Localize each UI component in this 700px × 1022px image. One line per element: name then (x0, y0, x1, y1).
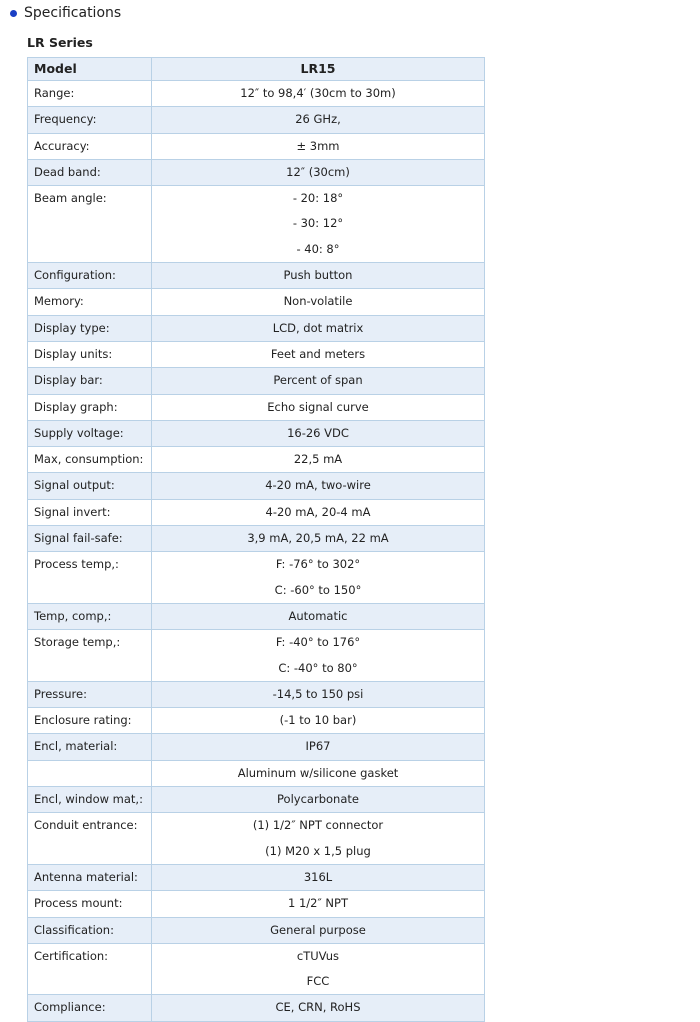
spec-value-line: - 20: 18° (292, 191, 344, 206)
spec-label: Beam angle: (28, 186, 152, 263)
header-label: Model (28, 58, 152, 81)
spec-row (28, 289, 485, 315)
spec-value (152, 368, 485, 394)
spec-label: Display graph: (28, 394, 152, 420)
bullet-icon (10, 10, 17, 17)
spec-value-line: 316L (303, 869, 333, 884)
spec-label: Classification: (28, 917, 152, 943)
spec-value (152, 864, 485, 890)
spec-label: Signal output: (28, 473, 152, 499)
spec-row (28, 603, 485, 629)
spec-value-line: C: -60° to 150° (274, 582, 362, 597)
spec-row (28, 734, 485, 760)
spec-row (28, 552, 485, 604)
spec-row (28, 891, 485, 917)
spec-value-line: 12″ (30cm) (286, 164, 350, 179)
spec-table (27, 57, 485, 1022)
spec-value (152, 943, 485, 995)
spec-value-line: Echo signal curve (267, 399, 369, 414)
spec-value-line: Polycarbonate (277, 792, 359, 807)
spec-label: Display units: (28, 341, 152, 367)
spec-row (28, 107, 485, 133)
spec-label: Max, consumption: (28, 447, 152, 473)
section-title: Specifications (24, 5, 122, 21)
spec-value (152, 813, 485, 865)
spec-row (28, 315, 485, 341)
spec-value-line: 4-20 mA, two-wire (265, 478, 371, 493)
spec-row (28, 708, 485, 734)
spec-label: Display bar: (28, 368, 152, 394)
spec-label: Supply voltage: (28, 420, 152, 446)
spec-value-line: F: -40° to 176° (275, 635, 361, 650)
spec-row (28, 447, 485, 473)
spec-row (28, 995, 485, 1021)
spec-value-line: 26 GHz, (295, 112, 341, 127)
spec-value-line: 1 1/2″ NPT (288, 896, 348, 911)
spec-value-line: - 40: 8° (296, 241, 340, 256)
spec-value (152, 263, 485, 289)
header-value: LR15 (152, 58, 485, 81)
spec-value-line: Non-volatile (283, 294, 353, 309)
spec-row (28, 681, 485, 707)
spec-value (152, 708, 485, 734)
spec-value (152, 526, 485, 552)
spec-row (28, 473, 485, 499)
spec-value (152, 289, 485, 315)
spec-value (152, 473, 485, 499)
spec-row (28, 368, 485, 394)
spec-label: Dead band: (28, 159, 152, 185)
spec-value-line: 4-20 mA, 20-4 mA (265, 504, 371, 519)
series-title: LR Series (27, 35, 93, 50)
spec-row (28, 499, 485, 525)
spec-value-line: 12″ to 98,4′ (30cm to 30m) (240, 86, 396, 100)
spec-label: Accuracy: (28, 133, 152, 159)
spec-value-line: 16-26 VDC (287, 425, 349, 440)
spec-label: Certification: (28, 943, 152, 995)
spec-value (152, 133, 485, 159)
spec-value (152, 394, 485, 420)
spec-label (28, 760, 152, 786)
spec-value-line: LCD, dot matrix (272, 320, 364, 335)
spec-label: Process temp,: (28, 552, 152, 604)
spec-label: Antenna material: (28, 864, 152, 890)
spec-value-line: Aluminum w/silicone gasket (237, 765, 399, 780)
spec-value-line: IP67 (305, 739, 331, 754)
spec-value (152, 787, 485, 813)
spec-label: Process mount: (28, 891, 152, 917)
spec-value (152, 552, 485, 604)
spec-value (152, 315, 485, 341)
spec-row (28, 394, 485, 420)
spec-value-line: (1) M20 x 1,5 plug (265, 843, 371, 858)
spec-value (152, 81, 485, 107)
spec-value-line: ± 3mm (296, 138, 340, 153)
spec-label: Compliance: (28, 995, 152, 1021)
spec-row (28, 159, 485, 185)
spec-row (28, 81, 485, 107)
spec-value (152, 681, 485, 707)
spec-value-line: Automatic (288, 608, 348, 623)
spec-value (152, 760, 485, 786)
spec-label: Storage temp,: (28, 630, 152, 682)
spec-value-line: cTUVus (296, 948, 340, 963)
spec-value (152, 995, 485, 1021)
spec-value-line: General purpose (270, 922, 366, 937)
spec-row (28, 526, 485, 552)
spec-value (152, 159, 485, 185)
spec-value (152, 603, 485, 629)
spec-label: Encl, material: (28, 734, 152, 760)
spec-value-line: FCC (306, 974, 330, 989)
spec-row (28, 864, 485, 890)
spec-label: Signal invert: (28, 499, 152, 525)
spec-row (28, 760, 485, 786)
spec-row (28, 943, 485, 995)
spec-label: Configuration: (28, 263, 152, 289)
spec-row (28, 133, 485, 159)
spec-label: Frequency: (28, 107, 152, 133)
spec-label: Enclosure rating: (28, 708, 152, 734)
spec-value (152, 107, 485, 133)
spec-label: Encl, window mat,: (28, 787, 152, 813)
spec-label: Display type: (28, 315, 152, 341)
spec-value (152, 630, 485, 682)
spec-value (152, 447, 485, 473)
spec-row (28, 630, 485, 682)
spec-value (152, 734, 485, 760)
spec-label: Range: (28, 81, 152, 107)
spec-row (28, 813, 485, 865)
spec-row (28, 341, 485, 367)
spec-value-line: F: -76° to 302° (275, 557, 361, 572)
spec-row (28, 917, 485, 943)
spec-value (152, 499, 485, 525)
spec-row (28, 420, 485, 446)
spec-label: Memory: (28, 289, 152, 315)
spec-value-line: 3,9 mA, 20,5 mA, 22 mA (247, 531, 389, 546)
header-row (28, 58, 485, 81)
spec-row (28, 263, 485, 289)
spec-value (152, 341, 485, 367)
spec-value-line: - 30: 12° (292, 216, 344, 231)
spec-value-line: C: -40° to 80° (278, 660, 358, 675)
spec-label: Temp, comp,: (28, 603, 152, 629)
spec-row (28, 186, 485, 263)
spec-value (152, 917, 485, 943)
spec-label: Signal fail-safe: (28, 526, 152, 552)
spec-label: Pressure: (28, 681, 152, 707)
spec-value-line: (1) 1/2″ NPT connector (252, 818, 384, 833)
spec-value-line: CE, CRN, RoHS (275, 1000, 361, 1015)
spec-label: Conduit entrance: (28, 813, 152, 865)
spec-value (152, 891, 485, 917)
section-heading (10, 5, 121, 21)
spec-value-line: Push button (283, 268, 353, 283)
spec-value (152, 420, 485, 446)
spec-value-line: 22,5 mA (293, 452, 343, 467)
spec-value (152, 186, 485, 263)
spec-value-line: (-1 to 10 bar) (279, 713, 357, 728)
spec-value-line: Feet and meters (270, 346, 366, 361)
spec-value-line: -14,5 to 150 psi (272, 686, 364, 701)
spec-row (28, 787, 485, 813)
spec-value-line: Percent of span (273, 373, 363, 388)
